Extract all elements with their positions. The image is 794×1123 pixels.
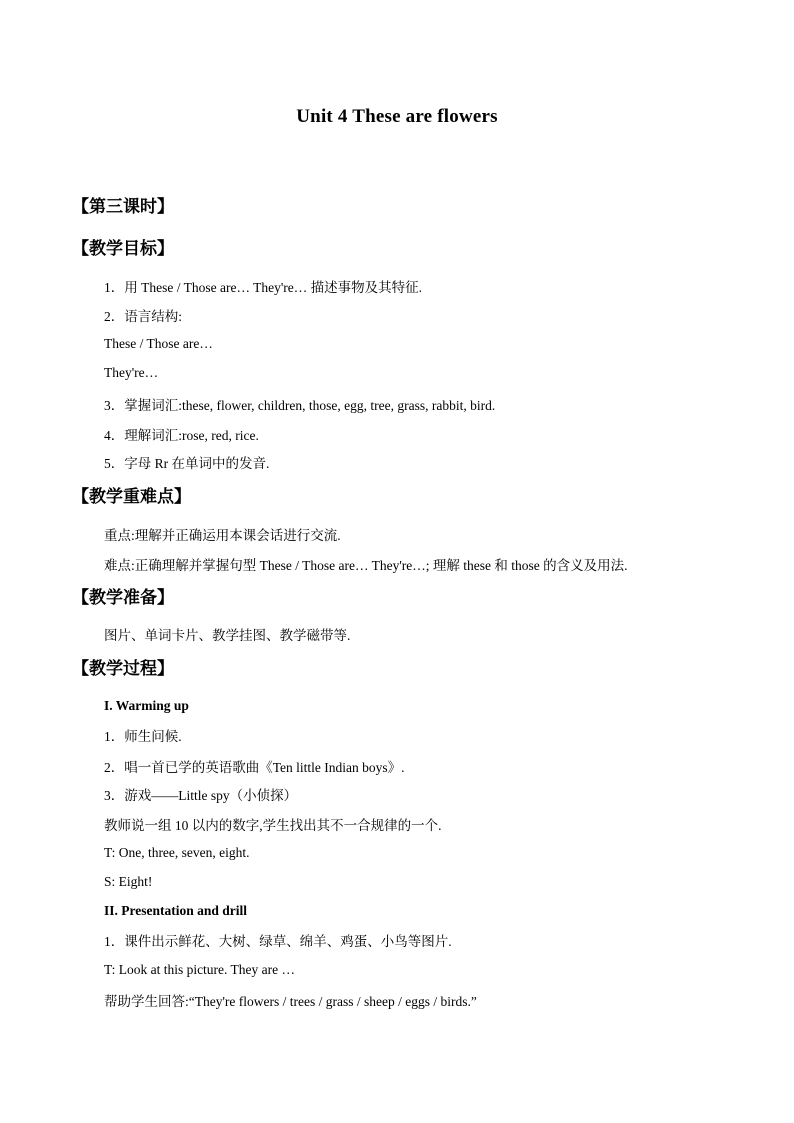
goal-item: 5．字母 Rr 在单词中的发音.	[104, 456, 270, 471]
goals-heading: 【教学目标】	[72, 239, 174, 259]
key-point-item: 重点:理解并正确运用本课会话进行交流.	[104, 528, 341, 543]
key-points-heading: 【教学重难点】	[72, 487, 191, 507]
warmup-item: 1．师生问候.	[104, 729, 182, 744]
warmup-item: 2．唱一首已学的英语歌曲《Ten little Indian boys》.	[104, 760, 405, 775]
presentation-item: 帮助学生回答:“They're flowers / trees / grass / sheep / eggs / birds.”	[104, 994, 477, 1009]
lesson-heading: 【第三课时】	[72, 197, 174, 217]
process-heading: 【教学过程】	[72, 659, 174, 679]
warmup-item: T: One, three, seven, eight.	[104, 845, 250, 860]
goal-item: 2．语言结构:	[104, 309, 183, 324]
presentation-item: 1．课件出示鲜花、大树、绿草、绵羊、鸡蛋、小鸟等图片.	[104, 934, 452, 949]
goal-item: 3．掌握词汇:these, flower, children, those, egg, tree, grass, rabbit, bird.	[104, 398, 496, 413]
key-point-item: 难点:正确理解并掌握句型 These / Those are… They're…; 理解 these 和 those 的含义及用法.	[104, 558, 628, 573]
prep-heading: 【教学准备】	[72, 588, 174, 608]
warmup-item: 教师说一组 10 以内的数字,学生找出其不一合规律的一个.	[104, 818, 442, 833]
warmup-item: S: Eight!	[104, 874, 153, 889]
warmup-title: I. Warming up	[104, 698, 189, 713]
goal-item: They're…	[104, 365, 159, 380]
goal-item: These / Those are…	[104, 336, 213, 351]
prep-text: 图片、单词卡片、教学挂图、教学磁带等.	[104, 628, 351, 643]
presentation-title: II. Presentation and drill	[104, 903, 248, 918]
warmup-item: 3．游戏——Little spy（小侦探）	[104, 788, 298, 803]
presentation-item: T: Look at this picture. They are …	[104, 962, 296, 977]
document-title: Unit 4 These are flowers	[296, 106, 498, 127]
goal-item: 1．用 These / Those are… They're… 描述事物及其特征.	[104, 280, 423, 295]
goal-item: 4．理解词汇:rose, red, rice.	[104, 428, 259, 443]
